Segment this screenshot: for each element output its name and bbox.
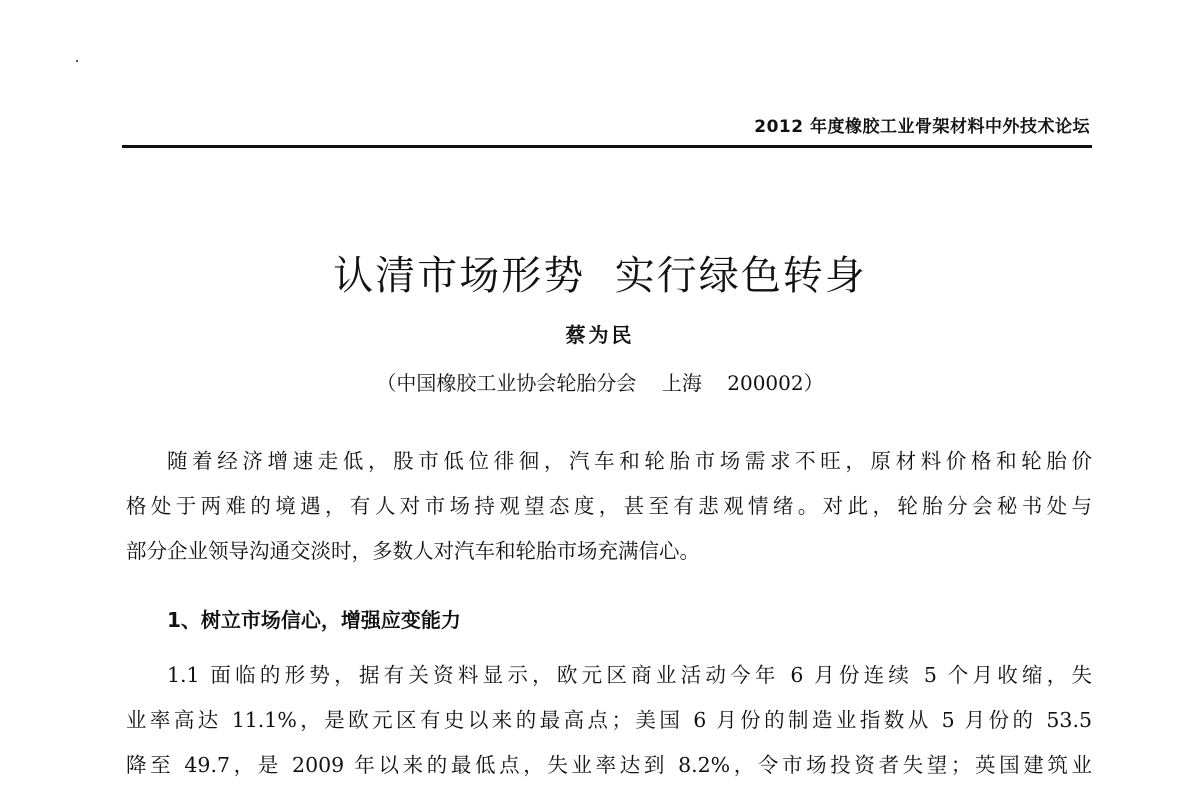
paragraph-line: 1.1 面临的形势，据有关资料显示，欧元区商业活动今年 6 月份连续 5 个月收缩，失 bbox=[167, 663, 1092, 687]
header-rule bbox=[122, 145, 1092, 148]
running-header: 2012 年度橡胶工业骨架材料中外技术论坛 bbox=[754, 117, 1090, 137]
paragraph-line: 业率高达 11.1%，是欧元区有史以来的最高点；美国 6 月份的制造业指数从 5 月份的 53.5 bbox=[126, 708, 1092, 732]
paragraph-line: 随着经济增速走低，股市低位徘徊，汽车和轮胎市场需求不旺，原材料价格和轮胎价 bbox=[167, 449, 1092, 473]
section-heading: 1、树立市场信心，增强应变能力 bbox=[167, 608, 461, 632]
author-affiliation: （中国橡胶工业协会轮胎分会 上海 200002） bbox=[376, 371, 824, 395]
paragraph-line: 降至 49.7，是 2009 年以来的最低点，失业率达到 8.2%，令市场投资者失望；英国建筑业 bbox=[126, 753, 1092, 777]
article-title: 认清市场形势 实行绿色转身 bbox=[333, 253, 867, 299]
paragraph-line: 部分企业领导沟通交淡时，多数人对汽车和轮胎市场充满信心。 bbox=[126, 539, 700, 563]
scan-speck bbox=[76, 60, 78, 62]
section-paragraph bbox=[126, 653, 1092, 788]
intro-paragraph bbox=[126, 439, 1092, 574]
paragraph-line: 格处于两难的境遇，有人对市场持观望态度，甚至有悲观情绪。对此，轮胎分会秘书处与 bbox=[126, 494, 1092, 518]
author-name: 蔡为民 bbox=[565, 323, 635, 347]
